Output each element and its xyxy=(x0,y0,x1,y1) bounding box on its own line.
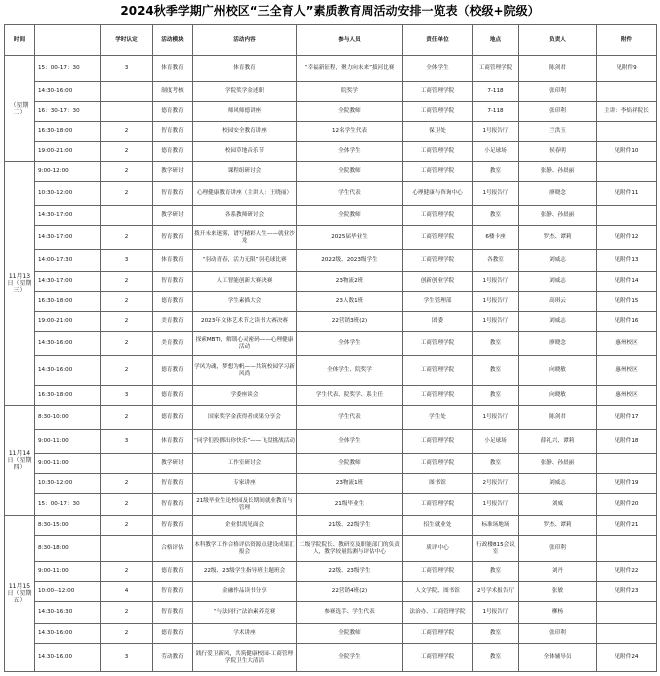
time-cell: 16:30-18:00 xyxy=(35,386,101,406)
place-cell: 教室 xyxy=(473,624,519,644)
place-cell: 1号报告厅 xyxy=(473,272,519,292)
hours-cell: 3 xyxy=(101,56,153,82)
lead-cell: 罗杰、谭莉 xyxy=(519,516,597,536)
header-content: 活动内容 xyxy=(193,25,297,56)
module-cell: 德育教育 xyxy=(153,142,193,162)
time-cell: 14:30-16:30 xyxy=(35,602,101,624)
time-cell: 14:30-17:00 xyxy=(35,206,101,226)
content-cell: 师风师德讲座 xyxy=(193,102,297,122)
hours-cell: 3 xyxy=(101,644,153,672)
lead-cell: 刘威志 xyxy=(519,312,597,332)
time-cell: 10:30-12:00 xyxy=(35,182,101,206)
time-cell: 9:00-12:00 xyxy=(35,162,101,182)
lead-cell: 向晓敏 xyxy=(519,386,597,406)
header-hours: 学时认定 xyxy=(101,25,153,56)
table-row xyxy=(5,454,657,474)
place-cell: 教室 xyxy=(473,562,519,582)
module-cell: 智育教育 xyxy=(153,272,193,292)
hours-cell xyxy=(101,536,153,562)
table-row xyxy=(5,430,657,454)
module-cell: 德育教育 xyxy=(153,102,193,122)
table-row xyxy=(5,226,657,250)
unit-cell: 工商管理学院 xyxy=(403,356,473,386)
hours-cell: 2 xyxy=(101,494,153,516)
module-cell: 合格评估 xyxy=(153,536,193,562)
content-cell: 学院奖学金述职 xyxy=(193,82,297,102)
time-cell: 14.30-16:00 xyxy=(35,624,101,644)
time-cell: 14.30-16.00 xyxy=(35,644,101,672)
place-cell: 标准场地场 xyxy=(473,516,519,536)
content-cell: 校园安全教育讲座 xyxy=(193,122,297,142)
table-row xyxy=(5,644,657,672)
place-cell: 1号报告厅 xyxy=(473,182,519,206)
sheet-title: 2024秋季学期广州校区“三全育人”素质教育周活动安排一览表（校级+院级） xyxy=(120,4,540,18)
header-people: 参与人员 xyxy=(297,25,403,56)
content-cell: 学委座谈会 xyxy=(193,386,297,406)
table-row xyxy=(5,272,657,292)
lead-cell: 张静、孙晨丽 xyxy=(519,454,597,474)
unit-cell: 学生管理部 xyxy=(403,292,473,312)
time-cell: 19:00-21:00 xyxy=(35,142,101,162)
unit-cell: 质评中心 xyxy=(403,536,473,562)
time-cell: 16:30-18:00 xyxy=(35,292,101,312)
table-row xyxy=(5,356,657,386)
table-row xyxy=(5,536,657,562)
people-cell: 2025届毕业生 xyxy=(297,226,403,250)
table-row xyxy=(5,562,657,582)
content-cell: 学生素描大会 xyxy=(193,292,297,312)
people-cell: 二级学院院长、教研室及职能部门的负责人，教学较量监测与评估中心 xyxy=(297,536,403,562)
attach-cell: 见附件17 xyxy=(597,406,657,430)
lead-cell: 陈剑君 xyxy=(519,56,597,82)
module-cell: 智育教育 xyxy=(153,602,193,624)
hours-cell xyxy=(101,454,153,474)
unit-cell: 工商管理学院 xyxy=(403,226,473,250)
schedule-table xyxy=(4,24,657,672)
time-cell: 8:30-18:00 xyxy=(35,536,101,562)
module-cell: 智育教育 xyxy=(153,582,193,602)
table-row xyxy=(5,624,657,644)
place-cell: 教室 xyxy=(473,206,519,226)
attach-cell: 惠州校区 xyxy=(597,386,657,406)
time-cell: 9:00-11:00 xyxy=(35,430,101,454)
table-row xyxy=(5,102,657,122)
attach-cell: 见附件13 xyxy=(597,250,657,272)
content-cell: 本科教学工作合格评估资源点建设成果汇报会 xyxy=(193,536,297,562)
attach-cell: 见附件9 xyxy=(597,56,657,82)
day-cell: 11月15日（星期五） xyxy=(5,516,35,672)
time-cell: 10:30-12:00 xyxy=(35,474,101,494)
hours-cell: 2 xyxy=(101,624,153,644)
module-cell: 智育教育 xyxy=(153,182,193,206)
unit-cell: 工商管理学院 xyxy=(403,102,473,122)
unit-cell: 工商管理学院 xyxy=(403,430,473,454)
unit-cell: 工商管理学院 xyxy=(403,494,473,516)
people-cell: 23物流2班 xyxy=(297,272,403,292)
day-cell: （星期二） xyxy=(5,56,35,162)
lead-cell: 刘威志 xyxy=(519,474,597,494)
time-cell: 16：30-17：30 xyxy=(35,102,101,122)
lead-cell: 刘威志 xyxy=(519,250,597,272)
attach-cell: 见附件14 xyxy=(597,272,657,292)
place-cell: 教室 xyxy=(473,386,519,406)
place-cell: 各教室 xyxy=(473,250,519,272)
module-cell: 德育教育 xyxy=(153,356,193,386)
unit-cell: 工商管理学院 xyxy=(403,206,473,226)
module-cell: 智育教育 xyxy=(153,516,193,536)
table-row xyxy=(5,162,657,182)
time-cell: 8:30-15:00 xyxy=(35,516,101,536)
place-cell: 工商管理学院 xyxy=(473,56,519,82)
table-row xyxy=(5,122,657,142)
time-cell: 14:30-16:00 xyxy=(35,356,101,386)
place-cell: 2号报告厅 xyxy=(473,474,519,494)
hours-cell: 2 xyxy=(101,272,153,292)
table-row xyxy=(5,142,657,162)
content-cell: “羽动青春，活力无限”羽毛球比赛 xyxy=(193,250,297,272)
content-cell: “与法同行”法治素养竞赛 xyxy=(193,602,297,624)
place-cell: 1号报告厅 xyxy=(473,494,519,516)
content-cell: 体育教育 xyxy=(193,56,297,82)
hours-cell: 2 xyxy=(101,332,153,356)
people-cell: 22营销4班(2) xyxy=(297,582,403,602)
place-cell: 小足球场 xyxy=(473,142,519,162)
module-cell: 德育教育 xyxy=(153,292,193,312)
place-cell: 教室 xyxy=(473,162,519,182)
module-cell: 德育教育 xyxy=(153,624,193,644)
lead-cell: 全体辅导员 xyxy=(519,644,597,672)
attach-cell: 见附件24 xyxy=(597,644,657,672)
content-cell: 学风为魂，梦想为帆——共筑校园学习新风尚 xyxy=(193,356,297,386)
lead-cell: 张印利 xyxy=(519,82,597,102)
time-cell: 16:30-18:00 xyxy=(35,122,101,142)
lead-cell: 兰洪玉 xyxy=(519,122,597,142)
lead-cell: 刘威 xyxy=(519,494,597,516)
attach-cell: 见附件21 xyxy=(597,516,657,536)
unit-cell: 人文学院、图书馆 xyxy=(403,582,473,602)
lead-cell: 侯春明 xyxy=(519,142,597,162)
hours-cell xyxy=(101,102,153,122)
people-cell: 全体学生、院奖学 xyxy=(297,356,403,386)
unit-cell: 心理健康与咨询中心 xyxy=(403,182,473,206)
lead-cell: 廖晓念 xyxy=(519,332,597,356)
table-row xyxy=(5,206,657,226)
content-cell: “同学们投掷出你快乐”——飞盘挑战活动 xyxy=(193,430,297,454)
hours-cell: 2 xyxy=(101,406,153,430)
hours-cell: 2 xyxy=(101,474,153,494)
place-cell: 1号报告厅 xyxy=(473,312,519,332)
people-cell: 全院教师 xyxy=(297,624,403,644)
unit-cell: 工商管理学院 xyxy=(403,162,473,182)
attach-cell: 见附件18 xyxy=(597,430,657,454)
attach-cell: 见附件19 xyxy=(597,474,657,494)
attach-cell: 见附件12 xyxy=(597,226,657,250)
people-cell: 全体学生 xyxy=(297,332,403,356)
people-cell: 全院教师 xyxy=(297,102,403,122)
time-cell: 9:00-11:00 xyxy=(35,454,101,474)
table-row xyxy=(5,406,657,430)
module-cell: 德育教育 xyxy=(153,386,193,406)
unit-cell: 全体学生 xyxy=(403,56,473,82)
place-cell: 1号报告厅 xyxy=(473,292,519,312)
lead-cell: 薛礼兴、谭莉 xyxy=(519,430,597,454)
module-cell: 美育教育 xyxy=(153,312,193,332)
unit-cell: 图书馆 xyxy=(403,474,473,494)
people-cell: 学生代表 xyxy=(297,182,403,206)
hours-cell: 2 xyxy=(101,162,153,182)
day-cell: 11月13日（星期三） xyxy=(5,162,35,406)
place-cell: 教室 xyxy=(473,356,519,386)
header-attach: 附件 xyxy=(597,25,657,56)
content-cell: 拨开未来迷雾，谱写精彩人生——就业沙龙 xyxy=(193,226,297,250)
hours-cell: 2 xyxy=(101,562,153,582)
module-cell: 教学研讨 xyxy=(153,206,193,226)
header-lead: 负责人 xyxy=(519,25,597,56)
people-cell: 21级、22级学生 xyxy=(297,516,403,536)
place-cell: 1号报告厅 xyxy=(473,406,519,430)
content-cell: 心理健康教育讲座（主讲人：王晓丽） xyxy=(193,182,297,206)
place-cell: 教室 xyxy=(473,644,519,672)
lead-cell: 高琪云 xyxy=(519,292,597,312)
people-cell: 22营销3班(2) xyxy=(297,312,403,332)
unit-cell: 工商管理学院 xyxy=(403,250,473,272)
place-cell: 1号报告厅 xyxy=(473,122,519,142)
people-cell: 23物流1班 xyxy=(297,474,403,494)
people-cell: 学生代表 xyxy=(297,406,403,430)
people-cell: 2022级、2023级学生 xyxy=(297,250,403,272)
time-cell: 19:00-21:00 xyxy=(35,312,101,332)
place-cell: 6楼卡座 xyxy=(473,226,519,250)
lead-cell: 张敏 xyxy=(519,582,597,602)
lead-cell: 陈剑君 xyxy=(519,406,597,430)
unit-cell: 招生就业处 xyxy=(403,516,473,536)
content-cell: 国家奖学金获得者成果分享会 xyxy=(193,406,297,430)
lead-cell: 刘丹 xyxy=(519,562,597,582)
hours-cell: 3 xyxy=(101,250,153,272)
module-cell: 智育教育 xyxy=(153,474,193,494)
unit-cell: 创新创业学院 xyxy=(403,272,473,292)
unit-cell: 工商管理学院 xyxy=(403,562,473,582)
table-row xyxy=(5,494,657,516)
unit-cell: 工商管理学院 xyxy=(403,454,473,474)
place-cell: 7-118 xyxy=(473,102,519,122)
place-cell: 教室 xyxy=(473,332,519,356)
attach-cell xyxy=(597,536,657,562)
module-cell: 智育教育 xyxy=(153,226,193,250)
lead-cell: 张印利 xyxy=(519,536,597,562)
attach-cell: 见附件11 xyxy=(597,182,657,206)
people-cell: 参赛选手、学生代表 xyxy=(297,602,403,624)
hours-cell: 2 xyxy=(101,312,153,332)
lead-cell: 张静、孙晨丽 xyxy=(519,206,597,226)
time-cell: 15：00-17：30 xyxy=(35,56,101,82)
header-module: 活动模块 xyxy=(153,25,193,56)
module-cell: 德育教育 xyxy=(153,562,193,582)
unit-cell: 团委 xyxy=(403,312,473,332)
hours-cell: 2 xyxy=(101,356,153,386)
content-cell: 专家讲座 xyxy=(193,474,297,494)
module-cell: 体育教育 xyxy=(153,56,193,82)
attach-cell xyxy=(597,206,657,226)
content-cell: 各系教师研讨会 xyxy=(193,206,297,226)
time-cell: 14:30-17:00 xyxy=(35,272,101,292)
header-place: 地点 xyxy=(473,25,519,56)
attach-cell: 惠州校区 xyxy=(597,356,657,386)
people-cell: 12名学生代表 xyxy=(297,122,403,142)
table-row xyxy=(5,332,657,356)
hours-cell: 2 xyxy=(101,226,153,250)
hours-cell: 3 xyxy=(101,430,153,454)
content-cell: 21级毕业生论校园及长期间就业教育与管理 xyxy=(193,494,297,516)
unit-cell: 保卫处 xyxy=(403,122,473,142)
content-cell: 工作室研讨会 xyxy=(193,454,297,474)
attach-cell: 见附件20 xyxy=(597,494,657,516)
content-cell: 课程组研讨会 xyxy=(193,162,297,182)
table-row xyxy=(5,474,657,494)
table-row xyxy=(5,82,657,102)
header-unit: 责任单位 xyxy=(403,25,473,56)
place-cell: 2号学术报告厅 xyxy=(473,582,519,602)
time-cell: 15：00-17：30 xyxy=(35,494,101,516)
people-cell: 全院学生 xyxy=(297,644,403,672)
unit-cell: 学生处 xyxy=(403,406,473,430)
place-cell: 1号报告厅 xyxy=(473,602,519,624)
unit-cell: 工商管理学院 xyxy=(403,624,473,644)
table-row xyxy=(5,182,657,206)
time-cell: 10:00--12:00 xyxy=(35,582,101,602)
people-cell: 23人数1班 xyxy=(297,292,403,312)
lead-cell: 廖晓念 xyxy=(519,182,597,206)
hours-cell xyxy=(101,206,153,226)
header-row xyxy=(5,25,657,56)
unit-cell: 工商管理学院 xyxy=(403,332,473,356)
attach-cell: 见附件23 xyxy=(597,582,657,602)
module-cell: 体育教育 xyxy=(153,430,193,454)
module-cell: 体育教育 xyxy=(153,250,193,272)
time-cell: 14:30-17:00 xyxy=(35,226,101,250)
people-cell: 全院教师 xyxy=(297,454,403,474)
module-cell: 劳动教育 xyxy=(153,644,193,672)
attach-cell: 见附件10 xyxy=(597,142,657,162)
attach-cell: 惠州校区 xyxy=(597,332,657,356)
attach-cell: 主讲：李焰祥院长 xyxy=(597,102,657,122)
place-cell: 小足球场 xyxy=(473,430,519,454)
module-cell: 制度考核 xyxy=(153,82,193,102)
table-row xyxy=(5,312,657,332)
table-row xyxy=(5,56,657,82)
table-row xyxy=(5,516,657,536)
unit-cell: 法治办、工商管理学院 xyxy=(403,602,473,624)
people-cell: 21级毕业生 xyxy=(297,494,403,516)
content-cell: 人工智能创新大赛决赛 xyxy=(193,272,297,292)
header-time-sub xyxy=(35,25,101,56)
table-body xyxy=(5,56,657,672)
hours-cell: 3 xyxy=(101,386,153,406)
people-cell: 全院教师 xyxy=(297,162,403,182)
place-cell: 7-118 xyxy=(473,82,519,102)
unit-cell: 工商管理学院 xyxy=(403,142,473,162)
hours-cell: 2 xyxy=(101,142,153,162)
content-cell: 探索MBTI，解锁心灵密码——心理健康活动 xyxy=(193,332,297,356)
module-cell: 智育教育 xyxy=(153,122,193,142)
content-cell: 学术讲座 xyxy=(193,624,297,644)
content-cell: 企业供需见面会 xyxy=(193,516,297,536)
place-cell: 教室 xyxy=(473,454,519,474)
attach-cell: 见附件16 xyxy=(597,312,657,332)
lead-cell: 刘威志 xyxy=(519,272,597,292)
hours-cell: 2 xyxy=(101,602,153,624)
attach-cell: 见附件15 xyxy=(597,292,657,312)
lead-cell: 张静、孙晨丽 xyxy=(519,162,597,182)
header-time: 时间 xyxy=(5,25,35,56)
hours-cell: 2 xyxy=(101,182,153,206)
content-cell: 22级、23级学生指导班主题班会 xyxy=(193,562,297,582)
table-row xyxy=(5,292,657,312)
content-cell: 金融作品读书分享 xyxy=(193,582,297,602)
attach-cell xyxy=(597,82,657,102)
time-cell: 8:30-10:00 xyxy=(35,406,101,430)
people-cell: 全体学生 xyxy=(297,142,403,162)
lead-cell: 张印利 xyxy=(519,624,597,644)
lead-cell: 向晓敏 xyxy=(519,356,597,386)
attach-cell xyxy=(597,602,657,624)
time-cell: 14:30-16:00 xyxy=(35,82,101,102)
table-row xyxy=(5,582,657,602)
module-cell: 智育教育 xyxy=(153,494,193,516)
day-cell: 11月14日（星期四） xyxy=(5,406,35,516)
people-cell: 22级、23级学生 xyxy=(297,562,403,582)
table-row xyxy=(5,602,657,624)
module-cell: 教学研讨 xyxy=(153,454,193,474)
content-cell: 校园草地音乐节 xyxy=(193,142,297,162)
time-cell: 14:30-16:00 xyxy=(35,332,101,356)
people-cell: 全体学生 xyxy=(297,430,403,454)
unit-cell: 工商管理学院 xyxy=(403,386,473,406)
people-cell: 全院教师 xyxy=(297,206,403,226)
place-cell: 行政楼815会议室 xyxy=(473,536,519,562)
attach-cell xyxy=(597,122,657,142)
table-row xyxy=(5,250,657,272)
people-cell: “幸福新征程，聚力向未来”拔河比赛 xyxy=(297,56,403,82)
lead-cell: 柳杨 xyxy=(519,602,597,624)
table-row xyxy=(5,386,657,406)
content-cell: 践行爱卫新风，共筑健康校园-工商管理学院卫生大清洁 xyxy=(193,644,297,672)
hours-cell: 2 xyxy=(101,122,153,142)
module-cell: 教学研讨 xyxy=(153,162,193,182)
time-cell: 14:00-17:30 xyxy=(35,250,101,272)
lead-cell: 罗杰、谭莉 xyxy=(519,226,597,250)
hours-cell xyxy=(101,82,153,102)
hours-cell: 2 xyxy=(101,516,153,536)
people-cell: 学生代表、院奖学、系主任 xyxy=(297,386,403,406)
lead-cell: 张印利 xyxy=(519,102,597,122)
hours-cell: 2 xyxy=(101,292,153,312)
unit-cell: 工商管理学院 xyxy=(403,644,473,672)
attach-cell xyxy=(597,624,657,644)
attach-cell: 见附件22 xyxy=(597,562,657,582)
module-cell: 美育教育 xyxy=(153,332,193,356)
content-cell: 2023年文体艺术节之读书大赛决赛 xyxy=(193,312,297,332)
attach-cell xyxy=(597,454,657,474)
hours-cell: 4 xyxy=(101,582,153,602)
people-cell: 院奖学 xyxy=(297,82,403,102)
module-cell: 德育教育 xyxy=(153,406,193,430)
time-cell: 9:00-11:00 xyxy=(35,562,101,582)
attach-cell xyxy=(597,162,657,182)
unit-cell: 工商管理学院 xyxy=(403,82,473,102)
